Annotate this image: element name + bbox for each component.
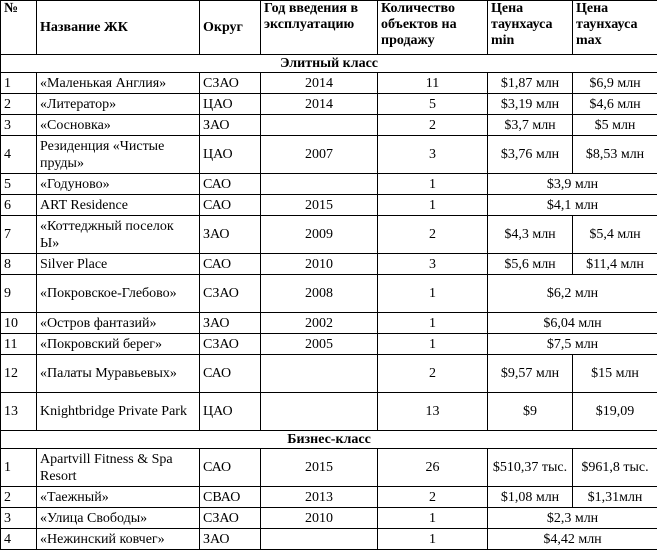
cell-year bbox=[261, 393, 378, 431]
header-num: № bbox=[1, 1, 37, 55]
cell-name: «Палаты Муравьевых» bbox=[37, 355, 200, 393]
cell-num: 1 bbox=[1, 73, 37, 94]
cell-price: $4,1 млн bbox=[488, 195, 657, 216]
cell-district: ЗАО bbox=[200, 216, 261, 254]
cell-name: «Годуново» bbox=[37, 174, 200, 195]
cell-num: 6 bbox=[1, 195, 37, 216]
table-row bbox=[1, 73, 657, 94]
cell-name: «Таежный» bbox=[37, 487, 200, 508]
cell-year bbox=[261, 115, 378, 136]
cell-district: САО bbox=[200, 355, 261, 393]
cell-price: $3,9 млн bbox=[488, 174, 657, 195]
cell-district: САО bbox=[200, 254, 261, 275]
table-row bbox=[1, 94, 657, 115]
cell-num: 10 bbox=[1, 313, 37, 334]
cell-district: СЗАО bbox=[200, 275, 261, 313]
header-price-min: Цена таунхауса min bbox=[488, 1, 573, 55]
cell-count: 3 bbox=[378, 136, 488, 174]
cell-name: Apartvill Fitness & Spa Resort bbox=[37, 449, 200, 487]
cell-year: 2009 bbox=[261, 216, 378, 254]
cell-count: 13 bbox=[378, 393, 488, 431]
cell-price-max: $19,09 bbox=[573, 393, 657, 431]
cell-district: СЗАО bbox=[200, 73, 261, 94]
header-price-max: Цена таунхауса max bbox=[573, 1, 657, 55]
table-row bbox=[1, 449, 657, 487]
cell-name: Silver Place bbox=[37, 254, 200, 275]
cell-price-min: $3,76 млн bbox=[488, 136, 573, 174]
table-row bbox=[1, 115, 657, 136]
cell-count: 2 bbox=[378, 216, 488, 254]
cell-num: 7 bbox=[1, 216, 37, 254]
section-header bbox=[1, 55, 657, 73]
cell-num: 3 bbox=[1, 115, 37, 136]
cell-year: 2013 bbox=[261, 487, 378, 508]
cell-name: «Коттеджный поселок Ы» bbox=[37, 216, 200, 254]
cell-district: ЗАО bbox=[200, 115, 261, 136]
cell-price-min: $3,7 млн bbox=[488, 115, 573, 136]
cell-num: 1 bbox=[1, 449, 37, 487]
table-row bbox=[1, 195, 657, 216]
cell-name: «Покровское-Глебово» bbox=[37, 275, 200, 313]
cell-district: САО bbox=[200, 174, 261, 195]
cell-district: ЦАО bbox=[200, 393, 261, 431]
cell-district: САО bbox=[200, 195, 261, 216]
cell-num: 13 bbox=[1, 393, 37, 431]
cell-price-min: $3,19 млн bbox=[488, 94, 573, 115]
cell-num: 4 bbox=[1, 136, 37, 174]
header-row bbox=[1, 1, 657, 55]
cell-count: 1 bbox=[378, 529, 488, 550]
cell-count: 1 bbox=[378, 174, 488, 195]
header-name: Название ЖК bbox=[37, 1, 200, 55]
cell-price-max: $8,53 млн bbox=[573, 136, 657, 174]
cell-district: ЗАО bbox=[200, 313, 261, 334]
cell-price-max: $11,4 млн bbox=[573, 254, 657, 275]
cell-district: САО bbox=[200, 449, 261, 487]
cell-year: 2010 bbox=[261, 508, 378, 529]
cell-price-min: $1,87 млн bbox=[488, 73, 573, 94]
cell-year: 2002 bbox=[261, 313, 378, 334]
table-row bbox=[1, 174, 657, 195]
cell-count: 2 bbox=[378, 115, 488, 136]
header-district: Округ bbox=[200, 1, 261, 55]
cell-price: $4,42 млн bbox=[488, 529, 657, 550]
cell-price-max: $1,31млн bbox=[573, 487, 657, 508]
cell-name: ART Residence bbox=[37, 195, 200, 216]
cell-num: 3 bbox=[1, 508, 37, 529]
cell-count: 1 bbox=[378, 334, 488, 355]
cell-count: 26 bbox=[378, 449, 488, 487]
cell-district: СЗАО bbox=[200, 334, 261, 355]
cell-year bbox=[261, 529, 378, 550]
cell-price: $6,2 млн bbox=[488, 275, 657, 313]
cell-price-max: $961,8 тыс. bbox=[573, 449, 657, 487]
header-year: Год введения в эксплуатацию bbox=[261, 1, 378, 55]
cell-price-min: $1,08 млн bbox=[488, 487, 573, 508]
cell-year bbox=[261, 355, 378, 393]
cell-count: 2 bbox=[378, 355, 488, 393]
table-row bbox=[1, 313, 657, 334]
table-body bbox=[1, 55, 657, 550]
section-header bbox=[1, 431, 657, 449]
cell-count: 1 bbox=[378, 313, 488, 334]
cell-price: $6,04 млн bbox=[488, 313, 657, 334]
cell-name: Резиденция «Чистые пруды» bbox=[37, 136, 200, 174]
cell-name: «Сосновка» bbox=[37, 115, 200, 136]
header-count: Количество объектов на продажу bbox=[378, 1, 488, 55]
table-row bbox=[1, 508, 657, 529]
cell-name: Knightbridge Private Park bbox=[37, 393, 200, 431]
cell-year bbox=[261, 174, 378, 195]
cell-district: СВАО bbox=[200, 487, 261, 508]
cell-name: «Нежинский ковчег» bbox=[37, 529, 200, 550]
cell-num: 9 bbox=[1, 275, 37, 313]
cell-year: 2005 bbox=[261, 334, 378, 355]
cell-name: «Маленькая Англия» bbox=[37, 73, 200, 94]
cell-price-min: $9,57 млн bbox=[488, 355, 573, 393]
cell-num: 5 bbox=[1, 174, 37, 195]
cell-district: СЗАО bbox=[200, 508, 261, 529]
table-row bbox=[1, 355, 657, 393]
cell-name: «Литератор» bbox=[37, 94, 200, 115]
table-row bbox=[1, 334, 657, 355]
cell-price-max: $5,4 млн bbox=[573, 216, 657, 254]
cell-num: 2 bbox=[1, 94, 37, 115]
cell-year: 2015 bbox=[261, 449, 378, 487]
cell-year: 2014 bbox=[261, 73, 378, 94]
cell-price: $2,3 млн bbox=[488, 508, 657, 529]
cell-name: «Улица Свободы» bbox=[37, 508, 200, 529]
cell-name: «Покровский берег» bbox=[37, 334, 200, 355]
cell-price-min: $9 bbox=[488, 393, 573, 431]
cell-year: 2015 bbox=[261, 195, 378, 216]
cell-district: ЦАО bbox=[200, 94, 261, 115]
cell-num: 2 bbox=[1, 487, 37, 508]
cell-price: $7,5 млн bbox=[488, 334, 657, 355]
cell-year: 2007 bbox=[261, 136, 378, 174]
table-row bbox=[1, 275, 657, 313]
table-row bbox=[1, 393, 657, 431]
cell-num: 11 bbox=[1, 334, 37, 355]
cell-year: 2010 bbox=[261, 254, 378, 275]
cell-price-max: $5 млн bbox=[573, 115, 657, 136]
cell-year: 2008 bbox=[261, 275, 378, 313]
cell-price-min: $510,37 тыс. bbox=[488, 449, 573, 487]
table-row bbox=[1, 529, 657, 550]
cell-count: 5 bbox=[378, 94, 488, 115]
cell-year: 2014 bbox=[261, 94, 378, 115]
table-row bbox=[1, 216, 657, 254]
cell-price-max: $6,9 млн bbox=[573, 73, 657, 94]
section-title: Элитный класс bbox=[1, 55, 657, 73]
cell-count: 3 bbox=[378, 254, 488, 275]
cell-count: 11 bbox=[378, 73, 488, 94]
table-row bbox=[1, 254, 657, 275]
cell-name: «Остров фантазий» bbox=[37, 313, 200, 334]
cell-num: 4 bbox=[1, 529, 37, 550]
cell-price-max: $15 млн bbox=[573, 355, 657, 393]
cell-price-min: $4,3 млн bbox=[488, 216, 573, 254]
cell-count: 2 bbox=[378, 487, 488, 508]
cell-district: ЦАО bbox=[200, 136, 261, 174]
cell-count: 1 bbox=[378, 275, 488, 313]
cell-district: ЗАО bbox=[200, 529, 261, 550]
section-title: Бизнес-класс bbox=[1, 431, 657, 449]
cell-num: 12 bbox=[1, 355, 37, 393]
table-row bbox=[1, 136, 657, 174]
cell-count: 1 bbox=[378, 195, 488, 216]
cell-price-max: $4,6 млн bbox=[573, 94, 657, 115]
cell-count: 1 bbox=[378, 508, 488, 529]
cell-num: 8 bbox=[1, 254, 37, 275]
cell-price-min: $5,6 млн bbox=[488, 254, 573, 275]
table-row bbox=[1, 487, 657, 508]
